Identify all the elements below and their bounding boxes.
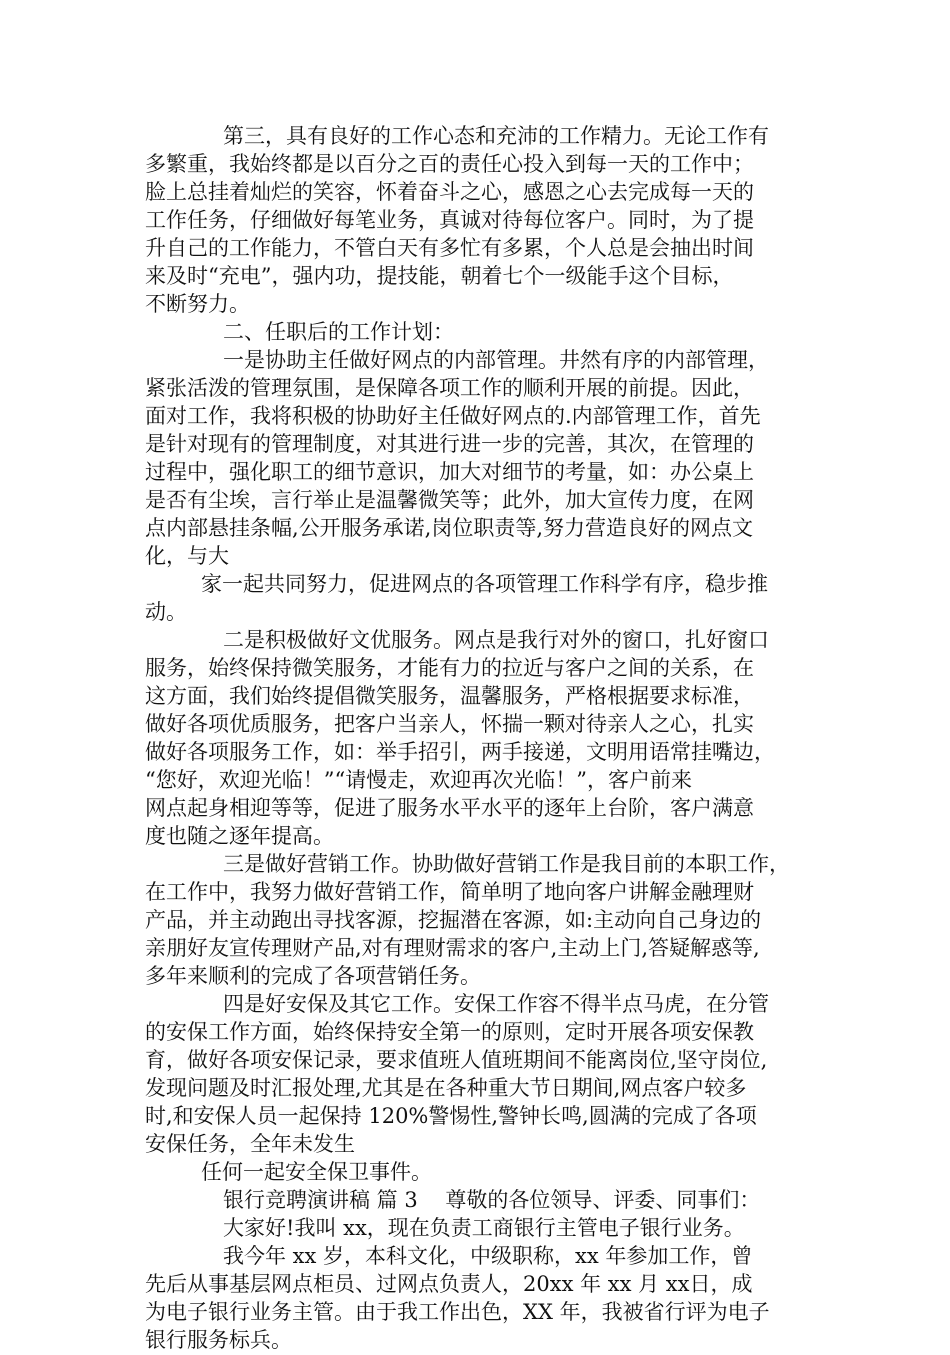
- paragraph-line: 时,和安保人员一起保持 120%警惕性,警钟长鸣,圆满的完成了各项: [145, 1104, 757, 1128]
- section-heading: 二、任职后的工作计划：: [223, 320, 454, 344]
- paragraph-line: 不断努力。: [145, 292, 250, 316]
- paragraph-line: 亲朋好友宣传理财产品,对有理财需求的客户,主动上门,答疑解惑等,: [145, 936, 760, 960]
- paragraph-line: 化，与大: [145, 544, 229, 568]
- paragraph-line: 我今年 xx 岁，本科文化，中级职称，xx 年参加工作，曾: [223, 1244, 753, 1268]
- paragraph-line: 是否有尘埃，言行举止是温馨微笑等；此外，加大宣传力度，在网: [145, 488, 754, 512]
- paragraph-line: 度也随之逐年提高。: [145, 824, 334, 848]
- paragraph-line: 点内部悬挂条幅,公开服务承诺,岗位职责等,努力营造良好的网点文: [145, 516, 754, 540]
- paragraph-line: 来及时“充电”，强内功，提技能，朝着七个一级能手这个目标，: [145, 264, 734, 288]
- paragraph-line: 安保任务，全年未发生: [145, 1132, 355, 1156]
- paragraph-line: 过程中，强化职工的细节意识，加大对细节的考量，如：办公桌上: [145, 460, 754, 484]
- paragraph-line: 二是积极做好文优服务。网点是我行对外的窗口，扎好窗口: [223, 628, 769, 652]
- paragraph-line: 多繁重，我始终都是以百分之百的责任心投入到每一天的工作中；: [145, 152, 754, 176]
- paragraph-line: 工作任务，仔细做好每笔业务，真诚对待每位客户。同时，为了提: [145, 208, 754, 232]
- paragraph-line: 第三，具有良好的工作心态和充沛的工作精力。无论工作有: [223, 124, 769, 148]
- paragraph-line: 做好各项服务工作，如：举手招引，两手接递，文明用语常挂嘴边，: [145, 740, 775, 764]
- paragraph-line: 是针对现有的管理制度，对其进行进一步的完善，其次，在管理的: [145, 432, 754, 456]
- paragraph-line: 发现问题及时汇报处理,尤其是在各种重大节日期间,网点客户较多: [145, 1076, 747, 1100]
- paragraph-line: 育，做好各项安保记录，要求值班人值班期间不能离岗位,坚守岗位,: [145, 1048, 768, 1072]
- paragraph-line: 任何一起安全保卫事件。: [201, 1160, 432, 1184]
- paragraph-line: 面对工作，我将积极的协助好主任做好网点的.内部管理工作，首先: [145, 404, 761, 428]
- paragraph-line: 大家好!我叫 xx，现在负责工商银行主管电子银行业务。: [223, 1216, 745, 1240]
- section-heading: 银行竞聘演讲稿 篇 3 尊敬的各位领导、评委、同事们：: [223, 1188, 761, 1212]
- paragraph-line: 四是好安保及其它工作。安保工作容不得半点马虎，在分管: [223, 992, 769, 1016]
- paragraph-line: 为电子银行业务主管。由于我工作出色，XX 年，我被省行评为电子: [145, 1300, 770, 1324]
- paragraph-line: 动。: [145, 600, 187, 624]
- paragraph-line: 产品，并主动跑出寻找客源，挖掘潜在客源，如:主动向自己身边的: [145, 908, 762, 932]
- paragraph-line: 银行服务标兵。: [145, 1328, 292, 1352]
- paragraph-line: 家一起共同努力，促进网点的各项管理工作科学有序，稳步推: [201, 572, 768, 596]
- paragraph-line: 紧张活泼的管理氛围，是保障各项工作的顺利开展的前提。因此，: [145, 376, 754, 400]
- paragraph-line: 做好各项优质服务，把客户当亲人，怀揣一颗对待亲人之心，扎实: [145, 712, 754, 736]
- paragraph-line: 多年来顺利的完成了各项营销任务。: [145, 964, 481, 988]
- paragraph-line: 这方面，我们始终提倡微笑服务，温馨服务，严格根据要求标准，: [145, 684, 754, 708]
- paragraph-line: “您好，欢迎光临！”“请慢走，欢迎再次光临！”，客户前来: [145, 768, 692, 792]
- paragraph-line: 三是做好营销工作。协助做好营销工作是我目前的本职工作，: [223, 852, 790, 876]
- paragraph-line: 网点起身相迎等等，促进了服务水平水平的逐年上台阶，客户满意: [145, 796, 754, 820]
- paragraph-line: 先后从事基层网点柜员、过网点负责人，20xx 年 xx 月 xx日，成: [145, 1272, 753, 1296]
- paragraph-line: 的安保工作方面，始终保持安全第一的原则，定时开展各项安保教: [145, 1020, 754, 1044]
- paragraph-line: 一是协助主任做好网点的内部管理。井然有序的内部管理，: [223, 348, 769, 372]
- paragraph-line: 服务，始终保持微笑服务，才能有力的拉近与客户之间的关系，在: [145, 656, 754, 680]
- paragraph-line: 脸上总挂着灿烂的笑容，怀着奋斗之心，感恩之心去完成每一天的: [145, 180, 754, 204]
- paragraph-line: 在工作中，我努力做好营销工作，简单明了地向客户讲解金融理财: [145, 880, 754, 904]
- paragraph-line: 升自己的工作能力，不管白天有多忙有多累，个人总是会抽出时间: [145, 236, 754, 260]
